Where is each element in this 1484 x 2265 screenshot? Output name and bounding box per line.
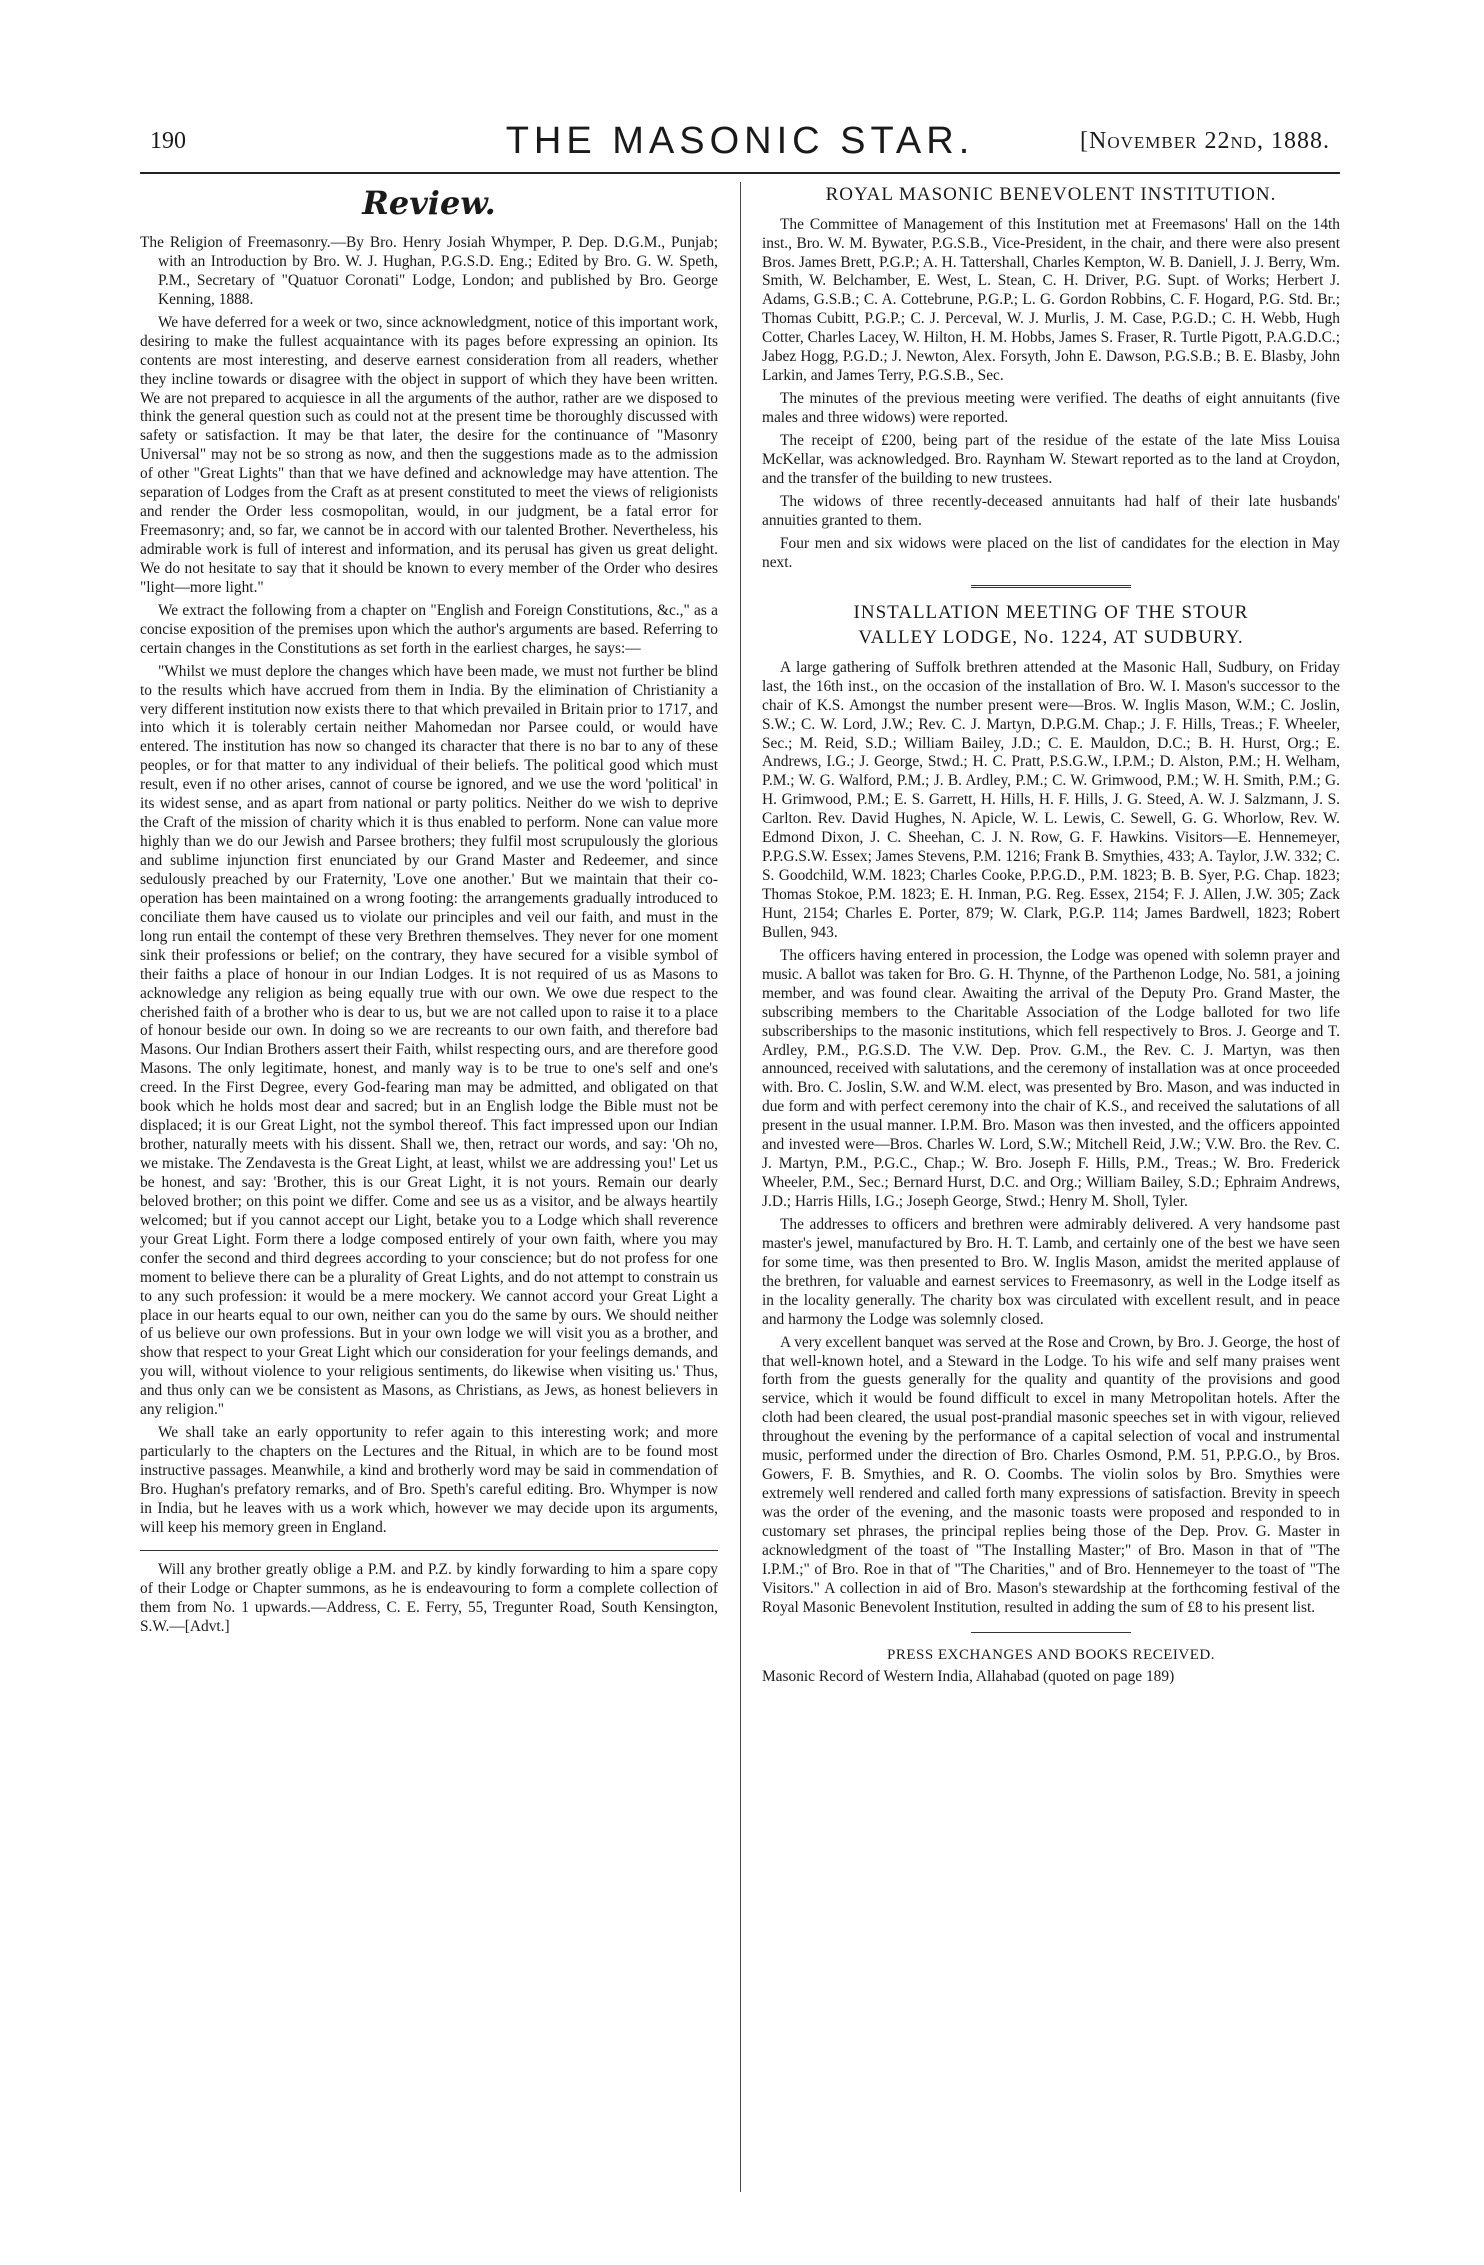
rmbi-paragraph-2: The minutes of the previous meeting were verified. The deaths of eight annuitants (five males and three widows) were reported.	[762, 390, 1340, 427]
press-divider	[971, 1632, 1131, 1633]
column-separator	[740, 182, 741, 2192]
header-rule	[140, 172, 1340, 174]
stour-heading-line-2: VALLEY LODGE, No. 1224, AT SUDBURY.	[858, 627, 1244, 649]
right-column	[762, 182, 1340, 2192]
review-paragraph-2: We extract the following from a chapter on "English and Foreign Constitutions, &c.," as a concise exposition of the premises upon which the author's arguments are based. Referring to certain changes in the Constitutions as set forth in the earliest charges, he says:—	[140, 601, 718, 657]
issue-date: [November 22nd, 1888.	[1080, 128, 1330, 154]
newspaper-page	[140, 120, 1340, 2200]
rmbi-paragraph-5: Four men and six widows were placed on the list of candidates for the election in May next.	[762, 534, 1340, 571]
review-paragraph-1: We have deferred for a week or two, since acknowledgment, notice of this important work, desiring to make the fullest acquaintance with its pages before expressing an opinion. Its contents are most interesting, and deserve earnest consideration from all readers, whether they incline towards or disagree with the object in support of which they have been written. We are not prepared to acquiesce in all the arguments of the author, rather are we disposed to think the general question such as could not at the present time be thoroughly discussed with safety or satisfaction. It may be that later, the desire for the continuance of "Masonry Universal" may not be so strong as now, and then the suggestions made as to the admission of other "Great Lights" than that we have defined and acknowledge may have attention. The separation of Lodges from the Craft as at present constituted to meet the views of religionists and render the Order less cosmopolitan, would, in our judgment, be a fatal error for Freemasonry; and, so far, we cannot be in accord with our talented Brother. Nevertheless, his admirable work is full of interest and information, and its perusal has given us great delight. We do not hesitate to say that it should be known to every member of the Order who desires "light—more light."	[140, 313, 718, 596]
stour-paragraph-1: A large gathering of Suffolk brethren attended at the Masonic Hall, Sudbury, on Friday last, the 16th inst., on the occasion of the installation of Bro. W. I. Mason's successor to the chair of K.S. Amongst the number present were—Bros. W. Inglis Mason, W.M.; C. Joslin, S.W.; C. W. Lord, J.W.; Rev. C. J. Martyn, D.P.G.M. Chap.; J. F. Hills, Treas.; F. Wheeler, Sec.; M. Reid, S.D.; William Bailey, J.D.; C. E. Mauldon, D.C.; B. H. Hurst, Org.; E. Andrews, I.G.; J. George, Stwd.; H. C. Pratt, P.S.G.W., I.P.M.; D. Alston, P.M.; H. Welham, P.M.; W. G. Walford, P.M.; J. B. Ardley, P.M.; C. W. Grimwood, P.M.; W. H. Smith, P.M.; G. H. Grimwood, P.M.; E. S. Garrett, H. Hills, H. F. Hills, J. G. Steed, A. W. J. Salzmann, J. S. Carlton. Rev. David Hughes, N. Apicle, W. L. Lewis, C. Sewell, G. G. Whorlow, Rev. W. Edmond Dixon, J. C. Sheehan, C. J. N. Row, G. F. Hawkins. Visitors—E. Hennemeyer, P.P.G.S.W. Essex; James Stevens, P.M. 1216; Frank B. Smythies, 433; A. Taylor, J.W. 332; C. S. Goodchild, W.M. 1823; Charles Cooke, P.P.G.D., P.M. 1823; B. B. Syer, P.G. Chap. 1823; Thomas Stokoe, P.M. 1823; E. H. Inman, P.G. Reg. Essex, 2154; F. J. Allen, J.W. 305; Zack Hunt, 2154; Charles E. Porter, 879; W. Clark, P.G.P. 114; James Bardwell, 1823; Robert Bullen, 943.	[762, 658, 1340, 941]
running-head	[140, 120, 1340, 170]
review-heading: Review.	[362, 184, 496, 222]
stour-paragraph-3: The addresses to officers and brethren were admirably delivered. A very handsome past master's jewel, manufactured by Bro. H. T. Lamb, and certainly one of the best we have seen for some time, was then presented to Bro. W. Inglis Mason, amidst the merited applause of the brethren, for valuable and earnest services to Freemasonry, as well in the Lodge itself as in the locality generally. The charity box was circulated with excellent result, and in peace and harmony the Lodge was solemnly closed.	[762, 1215, 1340, 1328]
advert-notice: Will any brother greatly oblige a P.M. and P.Z. by kindly forwarding to him a spare copy of their Lodge or Chapter summons, as he is endeavouring to form a complete collection of them from No. 1 upwards.—Address, C. E. Ferry, 55, Tregunter Road, South Kensington, S.W.—[Advt.]	[140, 1560, 718, 1635]
press-item: Masonic Record of Western India, Allahabad (quoted on page 189)	[762, 1667, 1175, 1685]
press-heading: PRESS EXCHANGES AND BOOKS RECEIVED.	[887, 1646, 1215, 1663]
stour-heading	[762, 600, 1340, 651]
advert-rule	[140, 1550, 718, 1551]
section-divider	[971, 585, 1131, 588]
stour-heading-line-1: INSTALLATION MEETING OF THE STOUR	[853, 601, 1249, 623]
rmbi-paragraph-3: The receipt of £200, being part of the residue of the estate of the late Miss Louisa McKellar, was acknowledged. Bro. Raynham W. Stewart reported as to the land at Croydon, and the transfer of the building to new trustees.	[762, 431, 1340, 487]
rmbi-paragraph-1: The Committee of Management of this Institution met at Freemasons' Hall on the 14th inst., Bro. W. M. Bywater, P.G.S.B., Vice-President, in the chair, and there were also present Bros. James Brett, P.G.P.; A. H. Tattershall, Charles Kempton, W. B. Daniell, J. J. Berry, Wm. Smith, W. Belchamber, E. West, L. Stean, C. H. Driver, P.G. Supt. of Works; Herbert J. Adams, G.S.B.; C. A. Cottebrune, P.G.P.; L. G. Gordon Robbins, C. F. Hogard, P.G. Std. Br.; Thomas Cubitt, P.G.P.; C. J. Perceval, W. J. Murlis, J. M. Case, P.G.D.; C. H. Webb, Hugh Cotter, Charles Lacey, W. Hilton, H. M. Hobbs, James S. Fraser, R. Turtle Pigott, P.A.G.D.C.; Jabez Hogg, P.G.D.; J. Newton, Alex. Forsyth, John E. Dawson, P.G.S.B.; B. E. Blasby, John Larkin, and James Terry, P.G.S.B., Sec.	[762, 215, 1340, 385]
left-column	[140, 182, 718, 2192]
page-number: 190	[150, 128, 186, 154]
rmbi-heading: ROYAL MASONIC BENEVOLENT INSTITUTION.	[825, 184, 1277, 205]
review-quote: "Whilst we must deplore the changes which have been made, we must not further be blind to the results which have accrued from them in India. By the elimination of Christianity a very different institution now exists there to that which prevailed in Britain prior to 1717, and into which it is tolerably certain neither Mahomedan nor Parsee could, or would have entered. The institution has now so changed its character that there is no bar to any of these peoples, or for that matter to any individual of their beliefs. The political good which must result, even if no other arises, cannot of course be ignored, and we use the word 'political' in its widest sense, and as apart from national or party politics. Neither do we wish to deprive the Craft of the mission of charity which it is thus enabled to perform. None can value more highly than we do our Jewish and Parsee brothers; they fulfil most scrupulously the glorious and sublime injunction first enunciated by our Grand Master and Redeemer, and since sedulously preached by our Fraternity, 'Love one another.' But we maintain that their co-operation has been maintained on a wrong footing: the arrangements gradually introduced to conciliate them have caused us to violate our principles and veil our faith, and must in the long run entail the contempt of these very Brethren themselves. They never for one moment sink their professions or belief; on the contrary, they have secured for a visible symbol of their faiths a place of honour in our Indian Lodges. It is not required of us as Masons to acknowledge any religion as being equally true with our own. We owe due respect to the cherished faith of a brother who is dear to us, but we are not called upon to raise it to a place of honour beside our own. In doing so we are recreants to our own faith, and therefore bad Masons. Our Indian Brothers assert their Faith, whilst respecting ours, and are therefore good Masons. The only legitimate, honest, and manly way is to be true to one's self and one's creed. In the First Degree, every God-fearing man may be admitted, and obligated on that book which he holds most dear and sacred; but in an English lodge the Bible must not be displaced; it is our Great Light, not the symbol thereof. This fact impressed upon our Indian brother, naturally meets with his dissent. Shall we, then, retract our words, and say: 'Oh no, we mistake. The Zendavesta is the Great Light, at least, whilst we are addressing you!' Let us be honest, and say: 'Brother, this is our Great Light, it is not yours. Remain our dearly beloved brother; on this point we differ. Come and see us as a visitor, and be always heartily welcomed; but if you cannot accept our Light, betake you to a Lodge which shall reverence your Great Light. Form there a lodge composed entirely of your own faith, where you may confer the second and third degrees according to your conscience; but do not profess for one moment to believe there can be a plurality of Great Lights, and do not attempt to constrain us to any such profession: it would be a mere mockery. We cannot accord your Great Light a place in our hearts equal to our own, neither can you do the same by ours. We should neither of us believe our own professions. But in your own lodge we will visit you as a brother, and show that respect to your Great Light which our consideration for your feelings demands, and you will, without violence to your religious sentiments, do likewise when visiting us.' Thus, and thus only can we be consistent as Masons, as Christians, as Jews, as honest believers in any religion."	[140, 662, 718, 1419]
rmbi-paragraph-4: The widows of three recently-deceased annuitants had half of their late husbands' annuities granted to them.	[762, 492, 1340, 529]
stour-paragraph-4: A very excellent banquet was served at the Rose and Crown, by Bro. J. George, the host of that well-known hotel, and a Steward in the Lodge. To his wife and self many praises went forth from the guests generally for the quality and quantity of the provisions and good service, which it would be found difficult to excel in many Metropolitan hotels. After the cloth had been cleared, the usual post-prandial masonic speeches set in with vigour, relieved throughout the evening by the performance of a capital selection of vocal and instrumental music, performed under the direction of Bro. Charles Osmond, P.M. 51, P.P.G.O., by Bros. Gowers, F. B. Smythies, and R. O. Coombs. The violin solos by Bro. Smythies were extremely well rendered and called forth many expressions of satisfaction. Brevity in speech was the order of the evening, and the masonic toasts were proposed and responded to in customary set phrases, the principal replies being those of the Dep. Prov. G. Master in acknowledgment of the toast of "The Installing Master;" of Bro. Mason in that of "The I.P.M.;" of Bro. Roe in that of "The Charities," and of Bro. Hennemeyer to the toast of "The Visitors." A collection in aid of Bro. Mason's stewardship at the forthcoming festival of the Royal Masonic Benevolent Institution, resulted in adding the sum of £8 to his present list.	[762, 1333, 1340, 1616]
stour-paragraph-2: The officers having entered in procession, the Lodge was opened with solemn prayer and music. A ballot was taken for Bro. G. H. Thynne, of the Parthenon Lodge, No. 581, a joining member, and was found clear. Awaiting the arrival of the Deputy Pro. Grand Master, the subscribing members to the Charitable Association of the Lodge balloted for two life subscriberships to the masonic institutions, which fell respectively to Bros. J. George and T. Ardley, P.M., P.G.S.D. The V.W. Dep. Prov. G.M., the Rev. C. J. Martyn, was then announced, received with salutations, and the ceremony of installation was at once proceeded with. Bro. C. Joslin, S.W. and W.M. elect, was presented by Bro. Mason, and was inducted in due form and with perfect ceremony into the chair of K.S., and received the salutations of all present in the usual manner. I.P.M. Bro. Mason was then invested, and the officers appointed and invested were—Bros. Charles W. Lord, S.W.; Mitchell Reid, J.W.; V.W. Bro. the Rev. C. J. Martyn, P.M., P.G.C., Chap.; W. Bro. Joseph F. Hills, P.M., Treas.; W. Bro. Frederick Wheeler, P.M., Sec.; Bernard Hurst, D.C. and Org.; William Bailey, S.D.; Ephraim Andrews, J.D.; Harris Hills, I.G.; Joseph George, Stwd.; Henry M. Sholl, Tyler.	[762, 946, 1340, 1211]
review-paragraph-4: We shall take an early opportunity to refer again to this interesting work; and more particularly to the chapters on the Lectures and the Ritual, in which are to be found most instructive passages. Meanwhile, a kind and brotherly word may be said in commendation of Bro. Hughan's prefatory remarks, and of Bro. Speth's careful editing. Bro. Whymper is now in India, but he leaves with us a work which, however we may decide upon its arguments, will keep his memory green in England.	[140, 1424, 718, 1536]
masthead-title: THE MASONIC STAR.	[505, 120, 975, 162]
review-citation: The Religion of Freemasonry.—By Bro. Henry Josiah Whymper, P. Dep. D.G.M., Punjab; with an Introduction by Bro. W. J. Hughan, P.G.S.D. Eng.; Edited by Bro. G. W. Speth, P.M., Secretary of "Quatuor Coronati" Lodge, London; and published by Bro. George Kenning, 1888.	[140, 234, 718, 308]
